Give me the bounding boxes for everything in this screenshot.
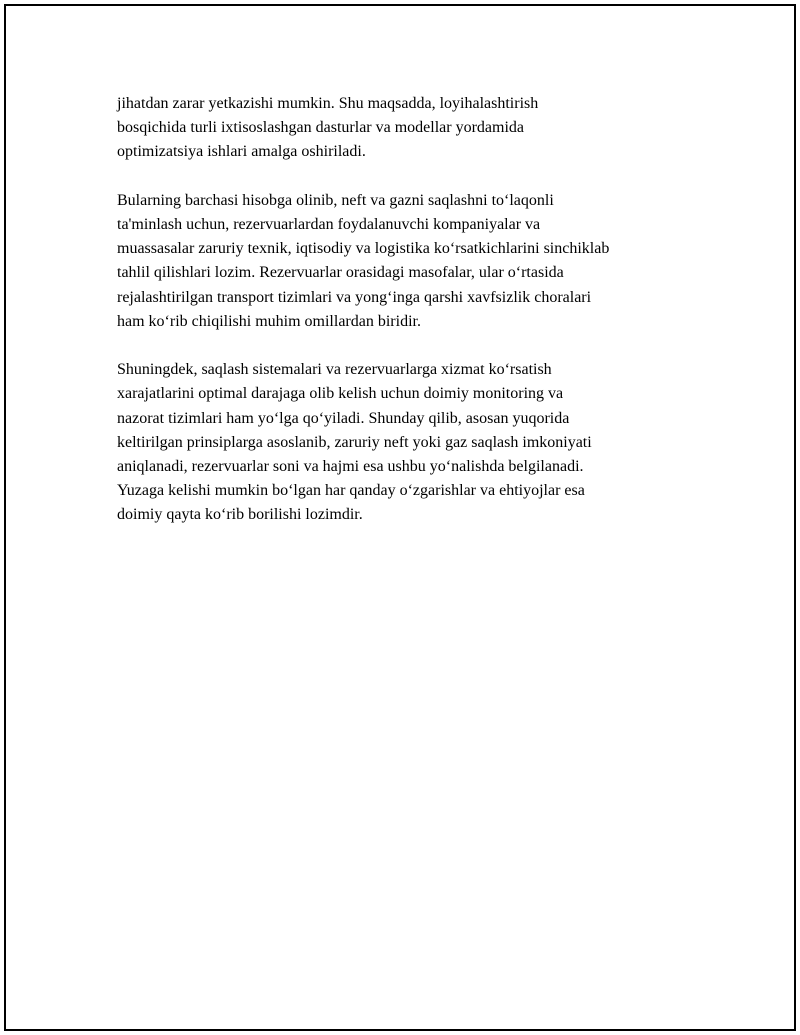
- paragraph-1: jihatdan zarar yetkazishi mumkin. Shu maqsadda, loyihalashtirish bosqichida turli ixtisoslashgan dasturlar va modellar yordamida optimizatsiya ishlari amalga oshiriladi.: [117, 95, 539, 161]
- paragraph-3: Shuningdek, saqlash sistemalari va rezervuarlarga xizmat ko‘rsatish xarajatlarini optimal darajaga olib kelish uchun doimiy monitoring va nazorat tizimlari ham yo‘lga qo‘yiladi. Shunday qilib, asosan yuqorida keltirilgan prinsiplarga asoslanib, zaruriy neft yoki gaz saqlash imkoniyati aniqlanadi, rezervuarlar soni va hajmi esa ushbu yo‘nalishda belgilanadi. Yuzaga kelishi mumkin bo‘lgan har qanday o‘zgarishlar va ehtiyojlar esa doimiy qayta ko‘rib borilishi lozimdir.: [117, 361, 592, 524]
- paragraph-2: Bularning barchasi hisobga olinib, neft va gazni saqlashni to‘laqonli ta'minlash uchun, rezervuarlardan foydalanuvchi kompaniyalar va muassasalar zaruriy texnik, iqtisodiy va logistika ko‘rsatkichlarini sinchiklab tahlil qilishlari lozim. Rezervuarlar orasidagi masofalar, ular o‘rtasida rejalashtirilgan transport tizimlari va yong‘inga qarshi xavfsizlik choralari ham ko‘rib chiqilishi muhim omillardan biridir.: [117, 191, 610, 330]
- document-body: [117, 92, 707, 552]
